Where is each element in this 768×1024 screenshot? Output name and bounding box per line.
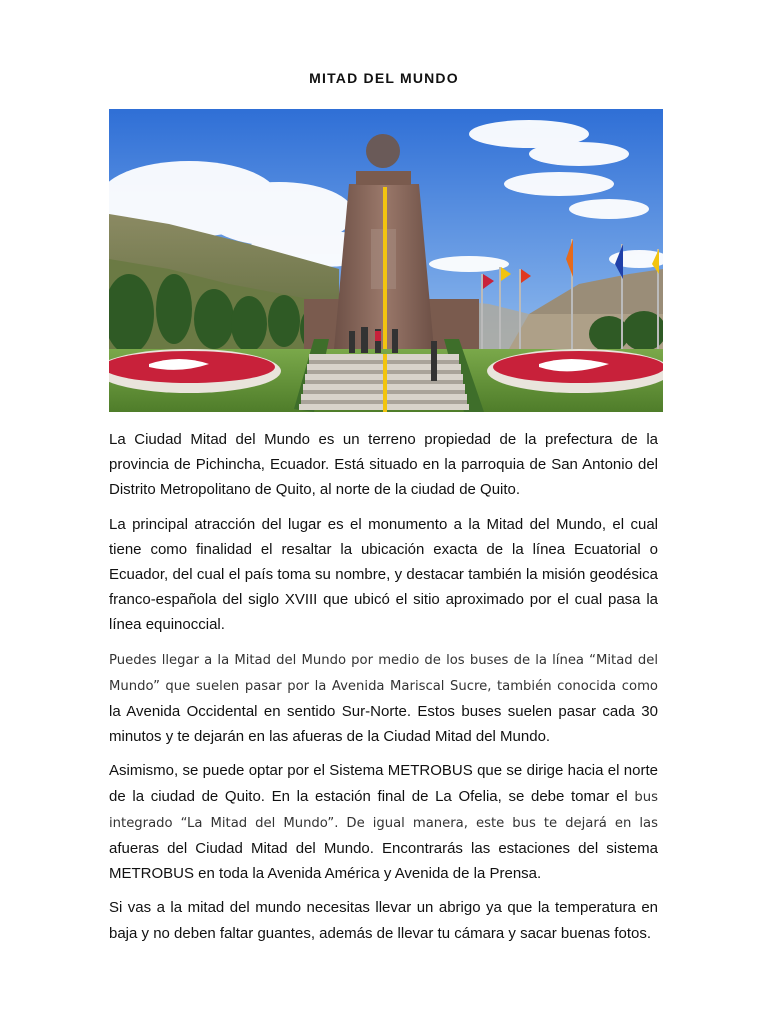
paragraph-segment: Asimismo, se puede optar por el Sistema METROBUS que se dirige hacia el norte de la ciudad de Quito. En la estación final de La Ofelia, se debe tomar el: [109, 762, 658, 805]
paragraph-segment: afueras del Ciudad Mitad del Mundo. Encontrarás las estaciones del sistema METROBUS en toda la Avenida América y Avenida de la Prensa.: [109, 840, 658, 883]
paragraph: Si vas a la mitad del mundo necesitas llevar un abrigo ya que la temperatura en baja y no deben faltar guantes, además de llevar tu cámara y sacar buenas fotos.: [109, 899, 658, 942]
paragraph-segment: Puedes llegar a la Mitad del Mundo por medio de los buses de la línea “Mitad del Mundo” que suelen pasar por la Avenida Mariscal Sucre, también conocida como: [109, 652, 658, 694]
paragraph: La Ciudad Mitad del Mundo es un terreno propiedad de la prefectura de la provincia de Pichincha, Ecuador. Está situado en la parroquia de San Antonio del Distrito Metropolitano de Quito, al norte de la ciudad de Quito.: [109, 431, 658, 499]
paragraph-segment: la Avenida Occidental en sentido Sur-Norte. Estos buses suelen pasar cada 30 minutos y te dejarán en las afueras de la Ciudad Mitad del Mundo.: [109, 703, 658, 746]
monument-photo: [109, 109, 663, 412]
body-text: [109, 427, 658, 955]
paragraph: La principal atracción del lugar es el monumento a la Mitad del Mundo, el cual tiene como finalidad el resaltar la ubicación exacta de la línea Ecuatorial o Ecuador, del cual el país toma su nombre, y destacar también la misión geodésica franco-española del siglo XVIII que ubicó el sitio aproximado por el cual pasa la línea equinoccial.: [109, 515, 658, 634]
paragraph: [109, 647, 658, 750]
paragraph: [109, 758, 658, 886]
paragraph-segment: bus integrado “La Mitad del Mundo”. De igual manera, este bus te dejará en las: [109, 789, 658, 831]
document-title: MITAD DEL MUNDO: [309, 70, 459, 86]
